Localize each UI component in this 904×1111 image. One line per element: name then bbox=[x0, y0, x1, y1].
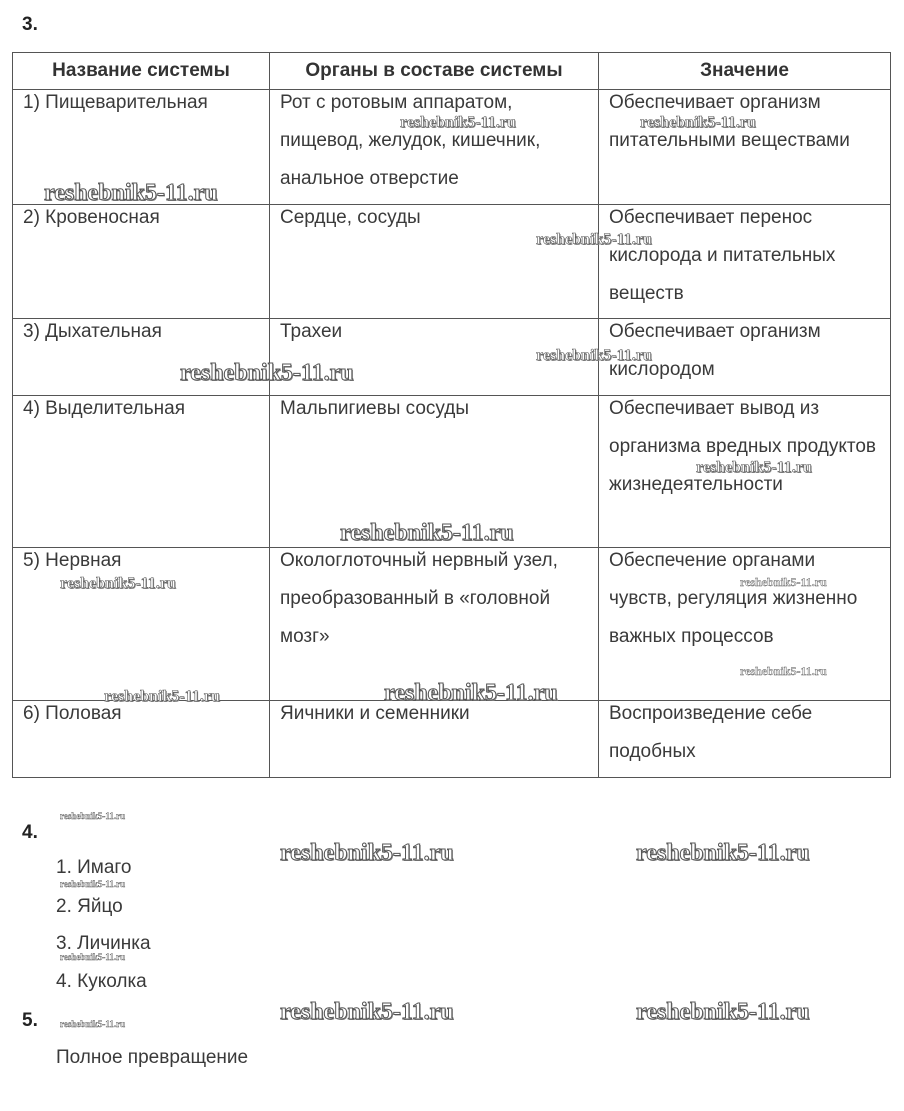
organs-cell: Окологлоточный нервный узел, преобразованный в «головной мозг» bbox=[270, 548, 599, 701]
list-item: 3. Личинка bbox=[56, 933, 151, 954]
table-row bbox=[13, 701, 891, 778]
meaning-cell: Обеспечивает перенос кислорода и питательных веществ bbox=[599, 205, 891, 319]
watermark: reshebnik5-11.ru bbox=[44, 180, 218, 206]
meaning-cell: Обеспечивает организм питательными веществами bbox=[599, 90, 891, 205]
header-organs: Органы в составе системы bbox=[270, 53, 599, 90]
meaning-cell: Обеспечение органами чувств, регуляция жизненно важных процессов bbox=[599, 548, 891, 701]
table-row bbox=[13, 319, 891, 396]
system-name-cell: 4) Выделительная bbox=[13, 396, 270, 548]
system-name-cell: 2) Кровеносная bbox=[13, 205, 270, 319]
organs-cell: Рот с ротовым аппаратом, пищевод, желудок, кишечник, анальное отверстие bbox=[270, 90, 599, 205]
system-name-cell: 6) Половая bbox=[13, 701, 270, 778]
meaning-cell: Обеспечивает организм кислородом bbox=[599, 319, 891, 396]
organs-cell: Мальпигиевы сосуды bbox=[270, 396, 599, 548]
watermark: reshebnik5-11.ru bbox=[740, 575, 827, 589]
meaning-cell: Воспроизведение себе подобных bbox=[599, 701, 891, 778]
watermark: reshebnik5-11.ru bbox=[640, 114, 756, 131]
watermark: reshebnik5-11.ru bbox=[104, 688, 220, 705]
watermark: reshebnik5-11.ru bbox=[60, 952, 126, 962]
watermark: reshebnik5-11.ru bbox=[280, 840, 454, 866]
system-name-cell: 5) Нервная bbox=[13, 548, 270, 701]
watermark: reshebnik5-11.ru bbox=[60, 879, 126, 889]
watermark: reshebnik5-11.ru bbox=[636, 999, 810, 1025]
list-item: 4. Куколка bbox=[56, 971, 147, 992]
system-name-cell: 1) Пищеварительная bbox=[13, 90, 270, 205]
watermark: reshebnik5-11.ru bbox=[60, 811, 126, 821]
watermark: reshebnik5-11.ru bbox=[400, 114, 516, 131]
watermark: reshebnik5-11.ru bbox=[180, 360, 354, 386]
watermark: reshebnik5-11.ru bbox=[60, 1019, 126, 1029]
watermark: reshebnik5-11.ru bbox=[636, 840, 810, 866]
table-row bbox=[13, 205, 891, 319]
organs-cell: Яичники и семенники bbox=[270, 701, 599, 778]
list-item: 2. Яйцо bbox=[56, 896, 123, 917]
watermark: reshebnik5-11.ru bbox=[384, 680, 558, 706]
organs-cell: Сердце, сосуды bbox=[270, 205, 599, 319]
section-5-number: 5. bbox=[22, 1010, 38, 1031]
header-system-name: Название системы bbox=[13, 53, 270, 90]
system-name-cell: 3) Дыхательная bbox=[13, 319, 270, 396]
watermark: reshebnik5-11.ru bbox=[536, 347, 652, 364]
header-meaning: Значение bbox=[599, 53, 891, 90]
section-3-number: 3. bbox=[22, 14, 38, 35]
watermark: reshebnik5-11.ru bbox=[340, 520, 514, 546]
watermark: reshebnik5-11.ru bbox=[696, 459, 812, 476]
section-5-answer: Полное превращение bbox=[56, 1047, 249, 1068]
organs-cell: Трахеи bbox=[270, 319, 599, 396]
organ-systems-table bbox=[12, 52, 891, 778]
watermark: reshebnik5-11.ru bbox=[280, 999, 454, 1025]
table-row bbox=[13, 90, 891, 205]
table-row bbox=[13, 548, 891, 701]
meaning-cell: Обеспечивает вывод из организма вредных продуктов жизнедеятельности bbox=[599, 396, 891, 548]
watermark: reshebnik5-11.ru bbox=[60, 575, 176, 592]
section-4-number: 4. bbox=[22, 822, 38, 843]
watermark: reshebnik5-11.ru bbox=[740, 664, 827, 678]
table-row bbox=[13, 396, 891, 548]
list-item: 1. Имаго bbox=[56, 857, 132, 878]
watermark: reshebnik5-11.ru bbox=[536, 231, 652, 248]
